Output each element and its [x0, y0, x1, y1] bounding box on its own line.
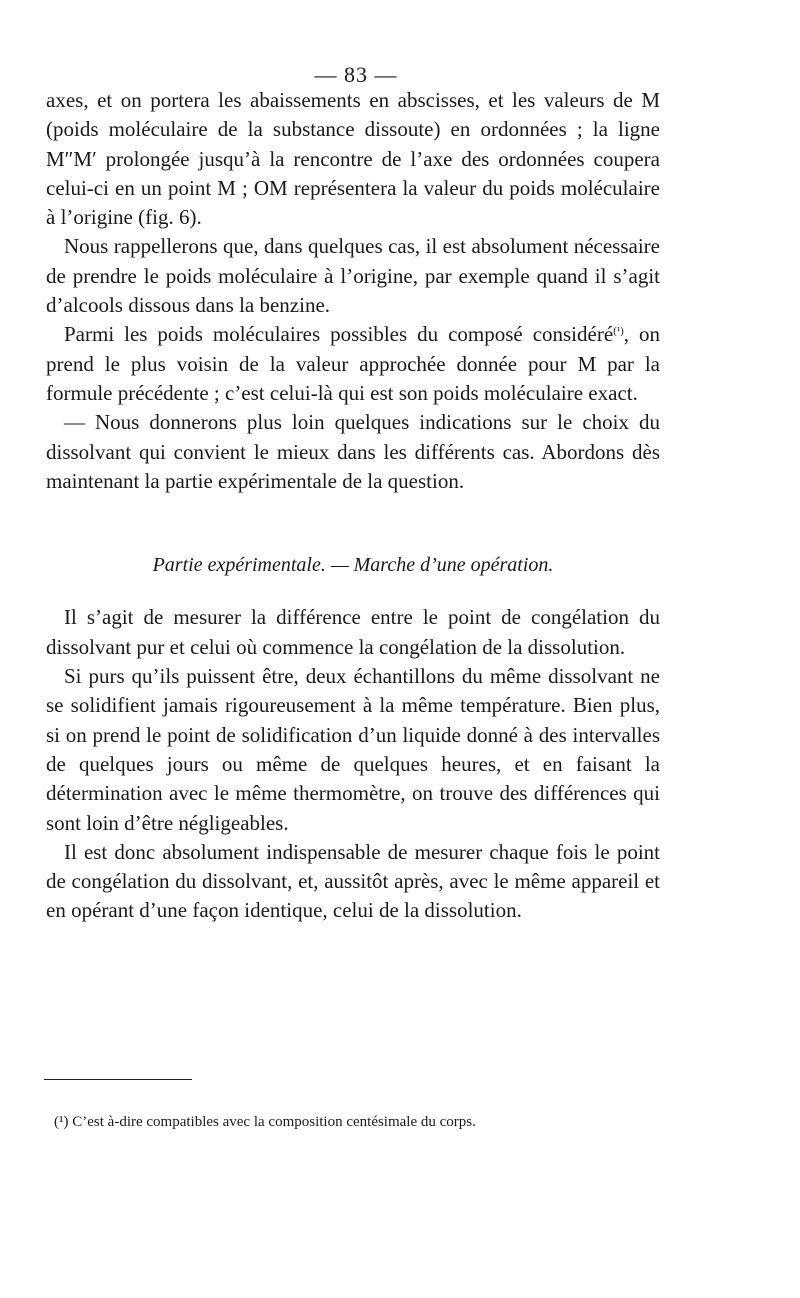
- paragraph-continuation: axes, et on portera les abaissements en abscisses, et les valeurs de M (poids moléculaire de la substance dissoute) en ordonnées ; la ligne M″M′ prolongée jusqu’à la rencontre de l’axe des ordonnées coupera celui-ci en un point M ; OM représentera la valeur du poids moléculaire à l’origine (fig. 6).: [46, 88, 660, 230]
- paragraph-solvent-choice: — Nous donnerons plus loin quelques indications sur le choix du dissolvant qui convient le mieux dans les différents cas. Abordons dès maintenant la partie expérimentale de la question.: [46, 410, 660, 493]
- paragraph-text-after-ref: , on prend le plus voisin de la valeur approchée donnée pour M par la formule précédente ; c’est celui-là qui est son poids moléculaire exact.: [46, 322, 660, 405]
- paragraph-samples: Si purs qu’ils puissent être, deux échantillons du même dissolvant ne se solidifient jamais rigoureusement à la même température. Bien plus, si on prend le point de solidification d’un liquide donné à des intervalles de quelques jours ou même de quelques heures, et en faisant la détermination avec le même thermomètre, on trouve des différences qui sont loin d’être négligeables.: [46, 664, 660, 835]
- section-title: Partie expérimentale. — Marche d’une opération.: [152, 554, 554, 577]
- paragraph-measure-difference: Il s’agit de mesurer la différence entre le point de congélation du dissolvant pur et celui où commence la congélation de la dissolution.: [46, 605, 660, 659]
- body-text: [46, 86, 660, 926]
- footnote-text: C’est à-dire compatibles avec la composition centésimale du corps.: [68, 1114, 476, 1130]
- footnote: [54, 1112, 614, 1132]
- footnote-divider: [44, 1079, 192, 1080]
- footnote-marker: (¹): [54, 1114, 69, 1130]
- paragraph-origin-note: Nous rappellerons que, dans quelques cas, il est absolument nécessaire de prendre le poids moléculaire à l’origine, par exemple quand il s’agit d’alcools dissous dans la benzine.: [46, 234, 660, 318]
- paragraph-molecular-weight: [46, 320, 660, 408]
- page-number: — 83 —: [314, 62, 398, 87]
- paragraph-text-before-ref: Parmi les poids moléculaires possibles du composé considéré: [64, 322, 614, 347]
- footnote-reference[interactable]: (¹): [613, 325, 624, 338]
- paragraph-indispensable: Il est donc absolument indispensable de mesurer chaque fois le point de congélation du dissolvant, et, aussitôt après, avec le même appareil et en opérant d’une façon identique, celui de la dissolution.: [46, 839, 660, 923]
